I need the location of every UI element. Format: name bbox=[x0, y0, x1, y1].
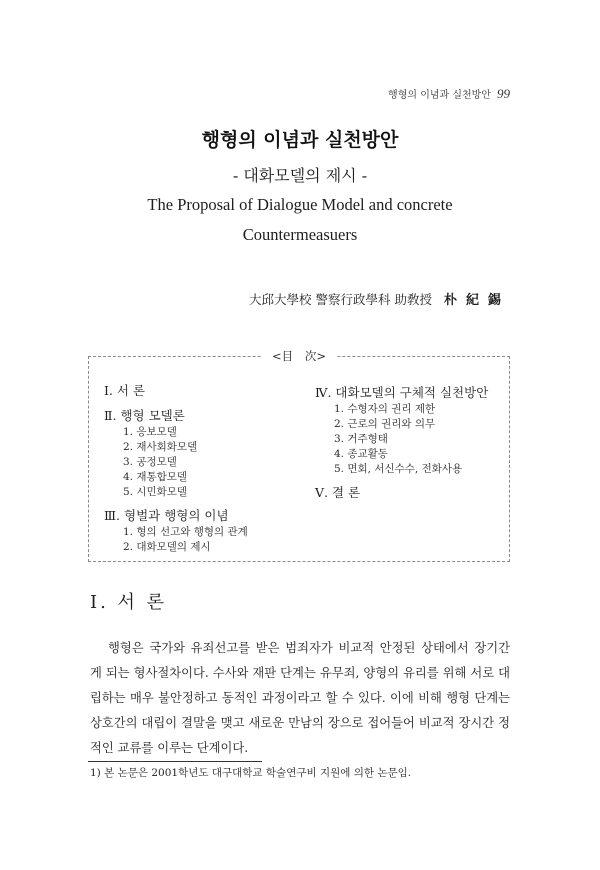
running-header-title: 행형의 이념과 실천방안 bbox=[388, 90, 491, 101]
toc-right-column bbox=[315, 384, 505, 509]
toc-subsection: 2. 대화모델의 제시 bbox=[123, 541, 211, 553]
toc-group bbox=[104, 407, 309, 500]
running-header bbox=[388, 86, 510, 104]
author-name: 朴紀錫 bbox=[443, 293, 510, 308]
english-title bbox=[0, 190, 600, 250]
footnote-divider bbox=[88, 761, 262, 762]
toc-subsection: 3. 거주형태 bbox=[334, 433, 388, 445]
toc-subsection: 4. 종교활동 bbox=[334, 448, 388, 460]
toc-heading: <目 次> bbox=[262, 348, 336, 364]
paper-subtitle: - 대화모델의 제시 - bbox=[232, 166, 368, 185]
toc-subsection: 4. 재통합모델 bbox=[123, 471, 188, 483]
body-line: 게 되는 형사절차이다. 수사와 재판 단계는 유무죄, 양형의 유리를 위해 서로 대 bbox=[90, 666, 510, 680]
toc-subsection: 1. 응보모델 bbox=[123, 426, 177, 438]
toc-subsection: 3. 공정모델 bbox=[123, 456, 177, 468]
body-line: 적인 교류를 이루는 단계이다. bbox=[90, 741, 249, 755]
author-line bbox=[249, 291, 510, 310]
toc-subsection: 1. 수형자의 권리 제한 bbox=[334, 403, 436, 415]
table-of-contents bbox=[88, 349, 510, 562]
toc-subsection: 5. 시민화모델 bbox=[123, 486, 188, 498]
author-affiliation: 大邱大學校 警察行政學科 助敎授 bbox=[249, 292, 432, 307]
body-line: 행형은 국가와 유죄선고를 받은 범죄자가 비교적 안정된 상태에서 장기간 bbox=[108, 641, 510, 655]
toc-chapter: Ⅰ. 서 론 bbox=[104, 383, 146, 398]
body-paragraph bbox=[90, 636, 510, 761]
toc-group bbox=[104, 382, 309, 400]
toc-group bbox=[315, 384, 505, 477]
english-title-line: Countermeasuers bbox=[242, 225, 358, 244]
body-line: 상호간의 대립이 결말을 맺고 새로운 만남의 장으로 접어들어 비교적 장시간 정 bbox=[90, 716, 510, 730]
footnote: 1) 본 논문은 2001학년도 대구대학교 학술연구비 지원에 의한 논문임. bbox=[90, 767, 412, 779]
toc-group bbox=[104, 507, 309, 555]
toc-chapter: Ⅱ. 행형 모델론 bbox=[104, 408, 185, 423]
toc-subsection: 1. 형의 선고와 행형의 관계 bbox=[123, 526, 248, 538]
body-line: 립하는 매우 불안정하고 동적인 과정이라고 할 수 있다. 이에 비해 행형 단계는 bbox=[90, 691, 510, 705]
toc-left-column bbox=[104, 382, 309, 562]
toc-subsection: 2. 재사회화모델 bbox=[123, 441, 198, 453]
toc-subsection: 2. 근로의 권리와 의무 bbox=[334, 418, 436, 430]
toc-chapter: Ⅴ. 결 론 bbox=[315, 485, 361, 500]
toc-subsection: 5. 면회, 서신수수, 전화사용 bbox=[334, 463, 463, 475]
page-number: 99 bbox=[497, 86, 510, 101]
paper-title: 행형의 이념과 실천방안 bbox=[201, 129, 399, 151]
section-heading: Ⅰ. 서 론 bbox=[90, 592, 168, 613]
toc-chapter: Ⅳ. 대화모델의 구체적 실천방안 bbox=[315, 385, 489, 400]
toc-chapter: Ⅲ. 형벌과 행형의 이념 bbox=[104, 508, 229, 523]
english-title-line: The Proposal of Dialogue Model and concrete bbox=[147, 195, 453, 214]
toc-group bbox=[315, 484, 505, 502]
